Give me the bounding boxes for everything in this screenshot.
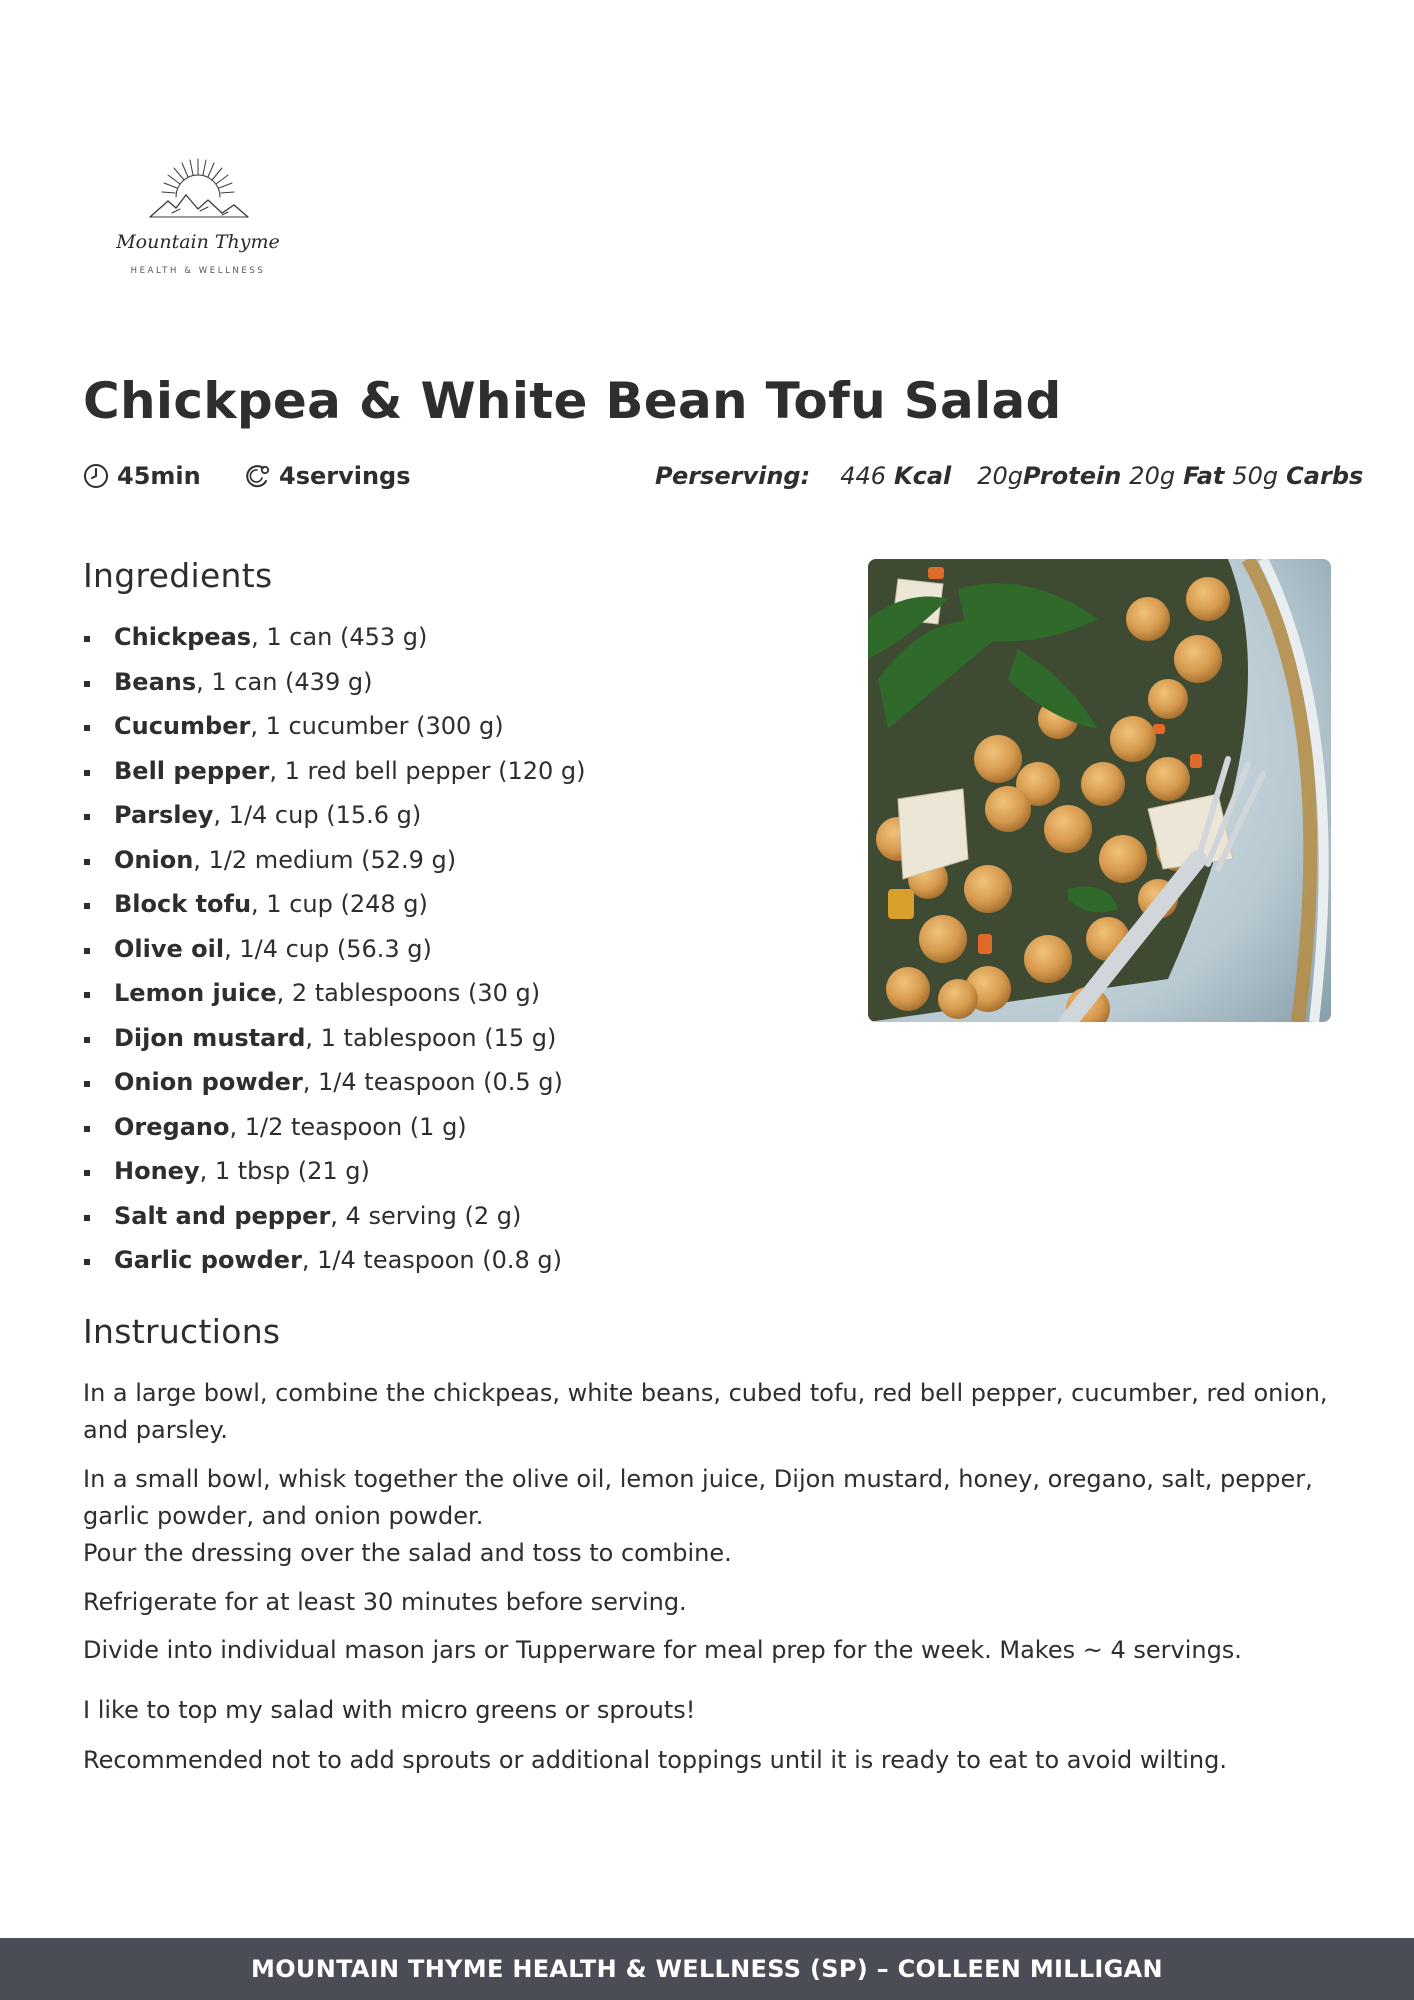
- instruction-step: In a large bowl, combine the chickpeas, white beans, cubed tofu, red bell pepper, cucumber, red onion, and parsley.: [83, 1379, 1328, 1444]
- ingredient-amount: , 1 red bell pepper (120 g): [269, 756, 586, 785]
- ingredient-item: [83, 795, 823, 840]
- ingredient-name: Olive oil: [114, 934, 225, 963]
- ingredient-amount: , 1/2 medium (52.9 g): [193, 845, 457, 874]
- ingredient-name: Block tofu: [114, 890, 252, 918]
- logo-script-text: Mountain Thyme: [116, 231, 280, 253]
- ingredient-name: Onion powder: [114, 1068, 303, 1096]
- ingredient-item: [83, 1196, 823, 1241]
- ingredient-item: [83, 884, 823, 929]
- instruction-note: Recommended not to add sprouts or additional toppings until it is ready to eat to avoid wilting.: [83, 1746, 1228, 1774]
- ingredient-amount: , 1 cup (248 g): [251, 890, 428, 918]
- ingredient-item: [83, 1062, 823, 1107]
- nutrition-summary: [655, 458, 1363, 494]
- ingredients-list: [83, 617, 823, 1285]
- instruction-step: Refrigerate for at least 30 minutes before serving.: [83, 1588, 687, 1616]
- ingredient-name: Garlic powder: [114, 1246, 302, 1274]
- servings: [243, 458, 411, 494]
- recipe-title: Chickpea & White Bean Tofu Salad: [83, 372, 1062, 430]
- ingredient-item: [83, 1240, 823, 1285]
- ingredient-name: Beans: [114, 667, 197, 696]
- ingredient-name: Salt and pepper: [114, 1201, 331, 1230]
- ingredient-amount: , 1 tablespoon (15 g): [305, 1023, 557, 1052]
- ingredient-name: Parsley: [114, 801, 214, 829]
- recipe-meta: [83, 458, 1364, 494]
- ingredient-amount: , 1 can (453 g): [251, 623, 428, 651]
- ingredient-amount: , 1/4 teaspoon (0.5 g): [302, 1068, 563, 1096]
- instruction-note: I like to top my salad with micro greens or sprouts!: [83, 1696, 696, 1724]
- ingredient-amount: , 4 serving (2 g): [330, 1201, 522, 1230]
- footer-text: MOUNTAIN THYME HEALTH & WELLNESS (SP) – COLLEEN MILLIGAN: [251, 1955, 1163, 1983]
- ingredient-item: [83, 662, 823, 707]
- ingredient-name: Chickpeas: [114, 623, 252, 651]
- logo-tagline: HEALTH & WELLNESS: [130, 266, 266, 276]
- ingredient-item: [83, 1107, 823, 1152]
- ingredient-name: Lemon juice: [114, 979, 277, 1007]
- ingredient-amount: , 1/4 cup (15.6 g): [213, 801, 422, 829]
- ingredient-item: [83, 840, 823, 885]
- prep-time-value: 45min: [117, 462, 201, 490]
- carbs-label: Carbs: [1286, 462, 1364, 490]
- kcal-value: 446: [840, 462, 887, 490]
- kcal-label: Kcal: [894, 462, 952, 490]
- ingredient-name: Honey: [114, 1157, 200, 1185]
- prep-time: [83, 458, 201, 494]
- ingredient-item: [83, 1018, 823, 1063]
- ingredient-amount: , 1/4 teaspoon (0.8 g): [301, 1246, 563, 1274]
- instructions-body: [83, 1375, 1333, 1779]
- dish-icon: [243, 462, 271, 490]
- instruction-step: In a small bowl, whisk together the olive oil, lemon juice, Dijon mustard, honey, oregano, salt, pepper, garlic powder, and onion powder.: [83, 1465, 1313, 1530]
- servings-value: 4servings: [279, 462, 411, 490]
- ingredient-amount: , 1 cucumber (300 g): [250, 712, 504, 740]
- ingredient-item: [83, 706, 823, 751]
- ingredient-item: [83, 751, 823, 796]
- ingredient-amount: , 1 tbsp (21 g): [199, 1157, 370, 1185]
- ingredient-amount: , 2 tablespoons (30 g): [276, 979, 541, 1007]
- protein-label: Protein: [1023, 462, 1122, 490]
- brand-logo: [110, 155, 286, 285]
- ingredient-name: Dijon mustard: [114, 1023, 306, 1052]
- ingredient-name: Oregano: [114, 1112, 230, 1141]
- protein-value: 20g: [977, 462, 1024, 490]
- ingredient-item: [83, 617, 823, 662]
- fat-value: 20g: [1129, 462, 1176, 490]
- page-footer: [0, 1938, 1414, 2000]
- nutrition-label: Perserving:: [655, 462, 811, 490]
- instruction-step: Pour the dressing over the salad and toss to combine.: [83, 1539, 732, 1567]
- ingredient-name: Cucumber: [114, 712, 251, 740]
- instructions-heading: Instructions: [83, 1312, 281, 1351]
- fat-label: Fat: [1183, 462, 1225, 490]
- ingredient-amount: , 1 can (439 g): [196, 667, 373, 696]
- ingredient-item: [83, 1151, 823, 1196]
- clock-icon: [83, 463, 109, 489]
- carbs-value: 50g: [1232, 462, 1279, 490]
- ingredient-item: [83, 973, 823, 1018]
- ingredients-heading: Ingredients: [83, 556, 273, 595]
- ingredient-name: Onion: [114, 845, 194, 874]
- recipe-photo: [868, 559, 1331, 1022]
- instruction-step: Divide into individual mason jars or Tupperware for meal prep for the week. Makes ~ 4 servings.: [83, 1636, 1242, 1664]
- ingredient-amount: , 1/4 cup (56.3 g): [224, 934, 432, 963]
- ingredient-name: Bell pepper: [114, 756, 270, 785]
- ingredient-amount: , 1/2 teaspoon (1 g): [229, 1112, 467, 1141]
- ingredient-item: [83, 929, 823, 974]
